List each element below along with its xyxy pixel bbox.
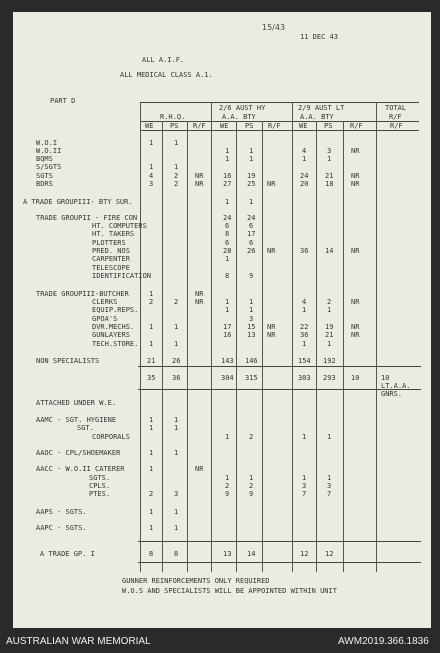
- table-cell: 2: [149, 490, 154, 498]
- table-cell: 35: [147, 374, 156, 382]
- table-cell: 2: [174, 172, 179, 180]
- table-cell: 3: [174, 490, 179, 498]
- table-cell: 27: [223, 180, 232, 188]
- unit-header-total: TOTAL: [385, 104, 407, 112]
- column-divider: [292, 102, 293, 572]
- table-cell: 26: [172, 357, 181, 365]
- table-cell: 1: [249, 147, 254, 155]
- table-cell: 19: [325, 323, 334, 331]
- table-cell: NR: [351, 331, 360, 339]
- row-label: AAPC - SGTS.: [36, 524, 87, 532]
- table-cell: 10: [351, 374, 360, 382]
- table-cell: 1: [149, 524, 154, 532]
- row-label: A TRADE GROUPIII- BTY SUR.: [23, 198, 133, 206]
- table-cell: 15: [247, 323, 256, 331]
- column-divider: [262, 121, 263, 572]
- table-cell: 24: [223, 214, 232, 222]
- table-cell: 1: [249, 298, 254, 306]
- unit-header-total-rf: R/F: [389, 113, 402, 121]
- row-label: AAOC - CPL/SHOEMAKER: [36, 449, 121, 457]
- row-label: DVR.MECHS.: [92, 323, 135, 331]
- row-label: PRED. NOS: [92, 247, 130, 255]
- table-cell: 1: [149, 139, 154, 147]
- row-label: BDRS: [36, 180, 53, 188]
- row-label: BQMS: [36, 155, 53, 163]
- table-cell: 13: [223, 550, 232, 558]
- row-label: AAMC - SGT. HYGIENE: [36, 416, 117, 424]
- unit-header-rhq: R.H.Q.: [160, 113, 186, 121]
- table-cell: 1: [149, 416, 154, 424]
- table-cell: 9: [225, 490, 230, 498]
- table-cell: 4: [302, 147, 307, 155]
- table-cell: 1: [327, 306, 332, 314]
- table-cell: 1: [302, 474, 307, 482]
- table-cell: 6: [225, 222, 230, 230]
- table-cell: 9: [249, 272, 254, 280]
- table-cell: 1: [327, 340, 332, 348]
- reference-number: 15/43: [262, 23, 286, 32]
- table-cell: 1: [149, 465, 154, 473]
- row-label: CPLS.: [89, 482, 111, 490]
- table-cell: 1: [149, 449, 154, 457]
- table-cell: 28: [223, 247, 232, 255]
- table-cell: 1: [174, 524, 179, 532]
- table-cell: 3: [249, 315, 254, 323]
- column-divider: [140, 102, 141, 572]
- row-label: GUNLAYERS: [92, 331, 130, 339]
- row-label: SGTS.: [89, 474, 111, 482]
- subheader-rf: R/F: [193, 122, 206, 130]
- row-label: ATTACHED UNDER W.E.: [36, 399, 117, 407]
- table-cell: 17: [223, 323, 232, 331]
- table-cell: NR: [195, 172, 204, 180]
- table-cell: 304: [221, 374, 234, 382]
- table-cell: 16: [223, 331, 232, 339]
- row-label: SGT.: [77, 424, 94, 432]
- row-label: CORPORALS: [92, 433, 130, 441]
- table-cell: 4: [302, 298, 307, 306]
- table-cell: 18: [325, 180, 334, 188]
- table-cell: NR: [195, 180, 204, 188]
- column-divider: [162, 121, 163, 572]
- table-cell: 1: [302, 433, 307, 441]
- table-cell: 315: [245, 374, 258, 382]
- table-cell: 1: [149, 163, 154, 171]
- table-cell: 1: [149, 340, 154, 348]
- table-cell: 8: [225, 230, 230, 238]
- table-cell: 303: [298, 374, 311, 382]
- table-cell: 7: [302, 490, 307, 498]
- table-cell: 1: [149, 424, 154, 432]
- table-cell: 1: [174, 416, 179, 424]
- table-cell: 1: [327, 433, 332, 441]
- row-label: PLOTTERS: [92, 239, 126, 247]
- table-cell: 2: [174, 180, 179, 188]
- subheader-we: WE: [299, 122, 308, 130]
- table-cell: 2: [225, 482, 230, 490]
- row-label: NON SPECIALISTS: [36, 357, 100, 365]
- table-cell: 25: [247, 180, 256, 188]
- table-cell: 14: [247, 550, 256, 558]
- row-label: PTES.: [89, 490, 111, 498]
- rule: [140, 121, 419, 122]
- table-cell: NR: [267, 180, 276, 188]
- table-cell: 36: [300, 247, 309, 255]
- subheader-we: WE: [220, 122, 229, 130]
- table-cell: 1: [249, 155, 254, 163]
- subheader-ps: PS: [245, 122, 254, 130]
- row-label: TRADE GROUPIII-BUTCHER: [36, 290, 129, 298]
- table-cell: 1: [225, 255, 230, 263]
- row-label: HT. TAKERS: [92, 230, 135, 238]
- column-divider: [343, 121, 344, 572]
- row-label: CARPENTER: [92, 255, 130, 263]
- table-cell: NR: [267, 247, 276, 255]
- column-divider: [316, 121, 317, 572]
- footer-accession-number: AWM2019.366.1836: [338, 636, 429, 647]
- row-label: S/SGTS: [36, 163, 62, 171]
- table-cell: 26: [247, 247, 256, 255]
- row-label: GPOA'S: [92, 315, 118, 323]
- row-label: TELESCOPE: [92, 264, 130, 272]
- table-cell: 3: [149, 180, 154, 188]
- subheader-we: WE: [145, 122, 154, 130]
- table-cell: NR: [195, 298, 204, 306]
- table-cell: 12: [325, 550, 334, 558]
- document-date: 11 DEC 43: [300, 33, 338, 41]
- row-label: EQUIP.REPS.: [92, 306, 139, 314]
- row-label: W.O.II: [36, 147, 62, 155]
- row-label: SGTS: [36, 172, 53, 180]
- table-cell: 1: [225, 198, 230, 206]
- row-label: TECH.STORE.: [92, 340, 139, 348]
- table-cell: 20: [300, 180, 309, 188]
- table-cell: 1: [249, 474, 254, 482]
- table-cell: 24: [247, 214, 256, 222]
- table-cell: NR: [267, 323, 276, 331]
- table-cell: 12: [300, 550, 309, 558]
- table-cell: 36: [300, 331, 309, 339]
- table-cell: 1: [174, 424, 179, 432]
- unit-header-2-9-line1: 2/9 AUST LT: [298, 104, 345, 112]
- table-cell: 7: [327, 490, 332, 498]
- part-label: PART D: [50, 97, 76, 105]
- table-cell: NR: [351, 298, 360, 306]
- title-line-1: ALL A.I.F.: [142, 56, 185, 64]
- table-cell: 1: [149, 508, 154, 516]
- row-label: CLERKS: [92, 298, 118, 306]
- table-cell: 293: [323, 374, 336, 382]
- table-cell: 8: [174, 550, 179, 558]
- table-cell: 1: [225, 147, 230, 155]
- table-cell: NR: [351, 323, 360, 331]
- table-cell: 1: [174, 139, 179, 147]
- table-cell: 143: [221, 357, 234, 365]
- row-label: TRADE GROUPII - FIRE CON: [36, 214, 138, 222]
- table-cell: 8: [225, 272, 230, 280]
- table-cell: 1: [225, 433, 230, 441]
- table-cell: 4: [149, 172, 154, 180]
- table-cell: 1: [225, 155, 230, 163]
- rule: [138, 389, 421, 390]
- table-cell: 1: [302, 155, 307, 163]
- subheader-rf: R/F: [390, 122, 403, 130]
- table-cell: 1: [225, 298, 230, 306]
- table-cell: 154: [298, 357, 311, 365]
- row-label: HT. COMPUTERS: [92, 222, 147, 230]
- rule: [138, 541, 421, 542]
- table-cell: 17: [247, 230, 256, 238]
- table-cell: NR: [195, 465, 204, 473]
- row-label: A TRADE GP. I: [40, 550, 95, 558]
- table-cell: 1: [174, 163, 179, 171]
- rule: [140, 130, 419, 131]
- row-label: AAPS - SGTS.: [36, 508, 87, 516]
- table-cell: NR: [351, 180, 360, 188]
- rule: [138, 562, 421, 563]
- unit-header-2-6-line2: A.A. BTY: [222, 113, 256, 121]
- table-cell: 22: [300, 323, 309, 331]
- table-cell: 2: [249, 482, 254, 490]
- table-cell: 3: [302, 482, 307, 490]
- note-line-2: W.O.S AND SPECIALISTS WILL BE APPOINTED WITHIN UNIT: [122, 587, 337, 595]
- unit-header-2-6-line1: 2/6 AUST HY: [219, 104, 266, 112]
- table-cell: 192: [323, 357, 336, 365]
- table-cell: 1: [327, 474, 332, 482]
- note-line-1: GUNNER REINFORCEMENTS ONLY REQUIRED: [122, 577, 270, 585]
- table-cell: 19: [247, 172, 256, 180]
- table-cell: NR: [351, 172, 360, 180]
- table-cell: NR: [351, 247, 360, 255]
- table-cell: 3: [327, 482, 332, 490]
- unit-header-2-9-line2: A.A. BTY: [300, 113, 334, 121]
- table-cell: 2: [327, 298, 332, 306]
- subheader-rf: R/F: [268, 122, 281, 130]
- table-cell: 1: [249, 198, 254, 206]
- table-cell: NR: [351, 147, 360, 155]
- table-cell: 6: [249, 239, 254, 247]
- table-cell: NR: [267, 331, 276, 339]
- table-cell: 1: [149, 290, 154, 298]
- table-cell: 1: [302, 306, 307, 314]
- table-cell: 10 LT.A.A. GNRS.: [381, 374, 411, 398]
- table-cell: 1: [174, 340, 179, 348]
- table-cell: 8: [149, 550, 154, 558]
- table-cell: 21: [325, 331, 334, 339]
- footer-source: AUSTRALIAN WAR MEMORIAL: [6, 636, 151, 647]
- table-cell: 2: [249, 433, 254, 441]
- table-cell: 1: [327, 155, 332, 163]
- table-cell: 1: [174, 508, 179, 516]
- column-divider: [187, 121, 188, 572]
- table-cell: 36: [172, 374, 181, 382]
- column-divider: [236, 121, 237, 572]
- subheader-ps: PS: [324, 122, 333, 130]
- table-cell: 146: [245, 357, 258, 365]
- table-cell: 21: [325, 172, 334, 180]
- table-cell: 1: [225, 306, 230, 314]
- table-cell: NR: [195, 290, 204, 298]
- table-cell: 1: [225, 474, 230, 482]
- rule: [138, 366, 421, 367]
- subheader-rf: R/F: [350, 122, 363, 130]
- table-cell: 1: [174, 449, 179, 457]
- table-cell: 16: [223, 172, 232, 180]
- subheader-ps: PS: [170, 122, 179, 130]
- column-divider: [211, 102, 212, 572]
- table-cell: 2: [174, 298, 179, 306]
- column-divider: [376, 102, 377, 572]
- title-line-2: ALL MEDICAL CLASS A.1.: [120, 71, 213, 79]
- row-label: IDENTIFICATION: [92, 272, 152, 280]
- table-cell: 1: [302, 340, 307, 348]
- table-cell: 1: [174, 323, 179, 331]
- table-cell: 2: [149, 298, 154, 306]
- table-cell: 9: [249, 490, 254, 498]
- rule: [140, 102, 419, 103]
- table-cell: 6: [225, 239, 230, 247]
- row-label: W.O.I: [36, 139, 58, 147]
- table-cell: 13: [247, 331, 256, 339]
- table-cell: 3: [327, 147, 332, 155]
- row-label: AACC - W.O.II CATERER: [36, 465, 125, 473]
- table-cell: 21: [147, 357, 156, 365]
- table-cell: 6: [249, 222, 254, 230]
- table-cell: 14: [325, 247, 334, 255]
- table-cell: 1: [249, 306, 254, 314]
- table-cell: 24: [300, 172, 309, 180]
- table-cell: 1: [149, 323, 154, 331]
